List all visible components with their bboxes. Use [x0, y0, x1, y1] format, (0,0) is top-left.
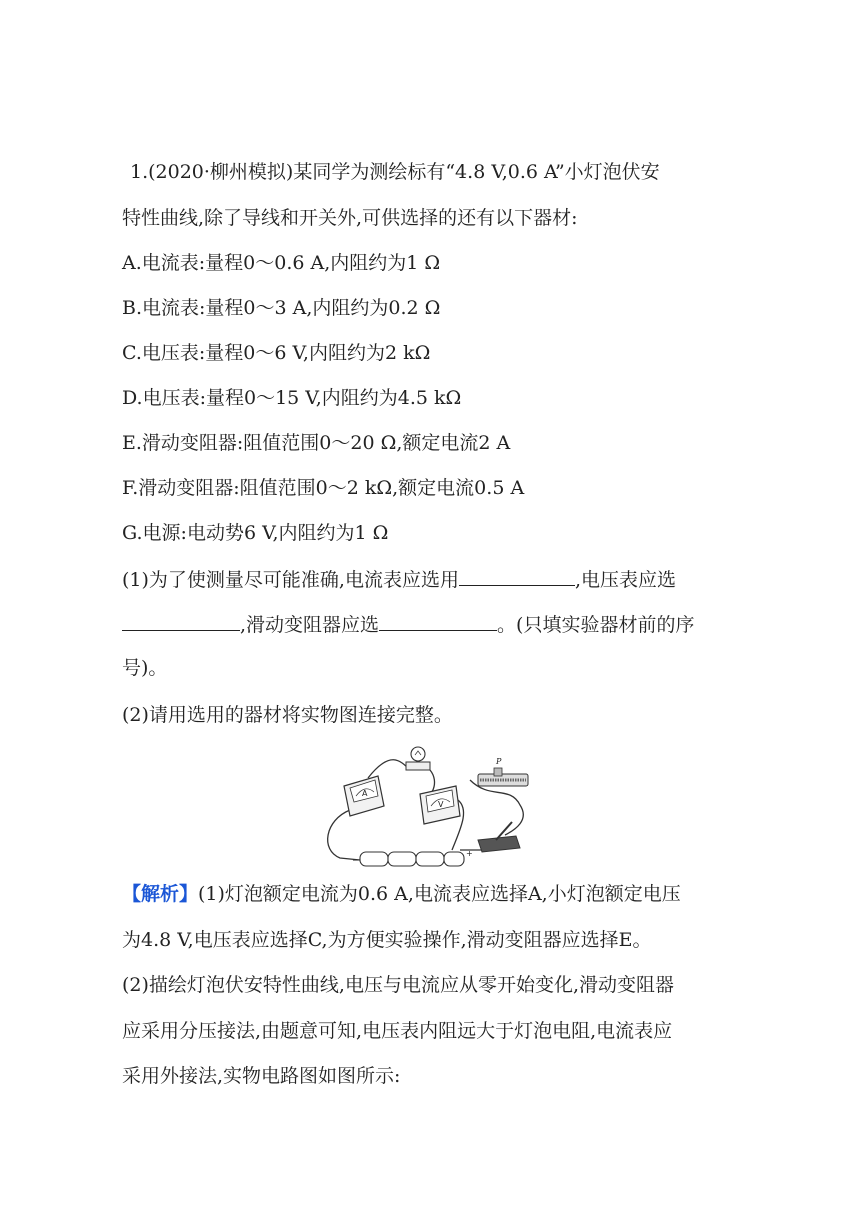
ammeter	[344, 776, 384, 816]
option-g: G.电源:电动势6 V,内阻约为1 Ω	[122, 522, 389, 544]
rheostat	[478, 757, 528, 786]
voltmeter-label: V	[438, 800, 444, 809]
part1-text-c: ,滑动变阻器应选	[240, 614, 380, 636]
wire	[328, 810, 360, 860]
option-f: F.滑动变阻器:阻值范围0～2 kΩ,额定电流0.5 A	[122, 477, 525, 499]
solution-line-3: (2)描绘灯泡伏安特性曲线,电压与电流应从零开始变化,滑动变阻器	[122, 974, 674, 996]
part2-line: (2)请用选用的器材将实物图连接完整。	[122, 704, 453, 726]
option-a: A.电流表:量程0～0.6 A,内阻约为1 Ω	[122, 252, 441, 274]
switch	[478, 822, 520, 852]
battery-plus-label: +	[466, 849, 473, 858]
solution-line-5: 采用外接法,实物电路图如图所示:	[122, 1065, 401, 1087]
wire	[368, 760, 410, 778]
answer-blank-rheostat[interactable]	[379, 612, 497, 631]
option-b: B.电流表:量程0～3 A,内阻约为0.2 Ω	[122, 297, 441, 319]
part1-text-a: (1)为了使测量尽可能准确,电流表应选用	[122, 569, 459, 591]
solution-line-2: 为4.8 V,电压表应选择C,为方便实验操作,滑动变阻器应选择E。	[122, 929, 652, 951]
part1-text-d: 。(只填实验器材前的序	[497, 614, 695, 636]
answer-blank-ammeter[interactable]	[459, 567, 575, 586]
circuit-diagram	[320, 740, 540, 870]
wire	[470, 780, 523, 835]
option-d: D.电压表:量程0～15 V,内阻约为4.5 kΩ	[122, 387, 462, 409]
part1-line-3: 号)。	[122, 657, 168, 679]
part1-line-1	[122, 567, 676, 592]
option-e: E.滑动变阻器:阻值范围0～20 Ω,额定电流2 A	[122, 432, 511, 454]
bulb	[406, 747, 430, 770]
question-line-1: 1.(2020·柳州模拟)某同学为测绘标有“4.8 V,0.6 A”小灯泡伏安	[130, 161, 660, 183]
solution-line-4: 应采用分压接法,由题意可知,电压表内阻远大于灯泡电阻,电流表应	[122, 1020, 673, 1042]
question-line-2: 特性曲线,除了导线和开关外,可供选择的还有以下器材:	[122, 207, 578, 229]
solution-text-1a: (1)灯泡额定电流为0.6 A,电流表应选择A,小灯泡额定电压	[198, 883, 681, 905]
ammeter-label: A	[362, 789, 368, 798]
answer-blank-voltmeter[interactable]	[122, 612, 240, 631]
solution-tag: 【解析】	[122, 883, 199, 905]
battery-minus-label: −	[352, 856, 360, 866]
option-c: C.电压表:量程0～6 V,内阻约为2 kΩ	[122, 342, 431, 364]
solution-line-1	[122, 882, 681, 906]
rheostat-label: P	[496, 757, 502, 766]
part1-text-b: ,电压表应选	[574, 569, 677, 591]
part1-line-2	[122, 612, 694, 637]
voltmeter	[420, 786, 460, 824]
battery-pack	[352, 849, 473, 866]
